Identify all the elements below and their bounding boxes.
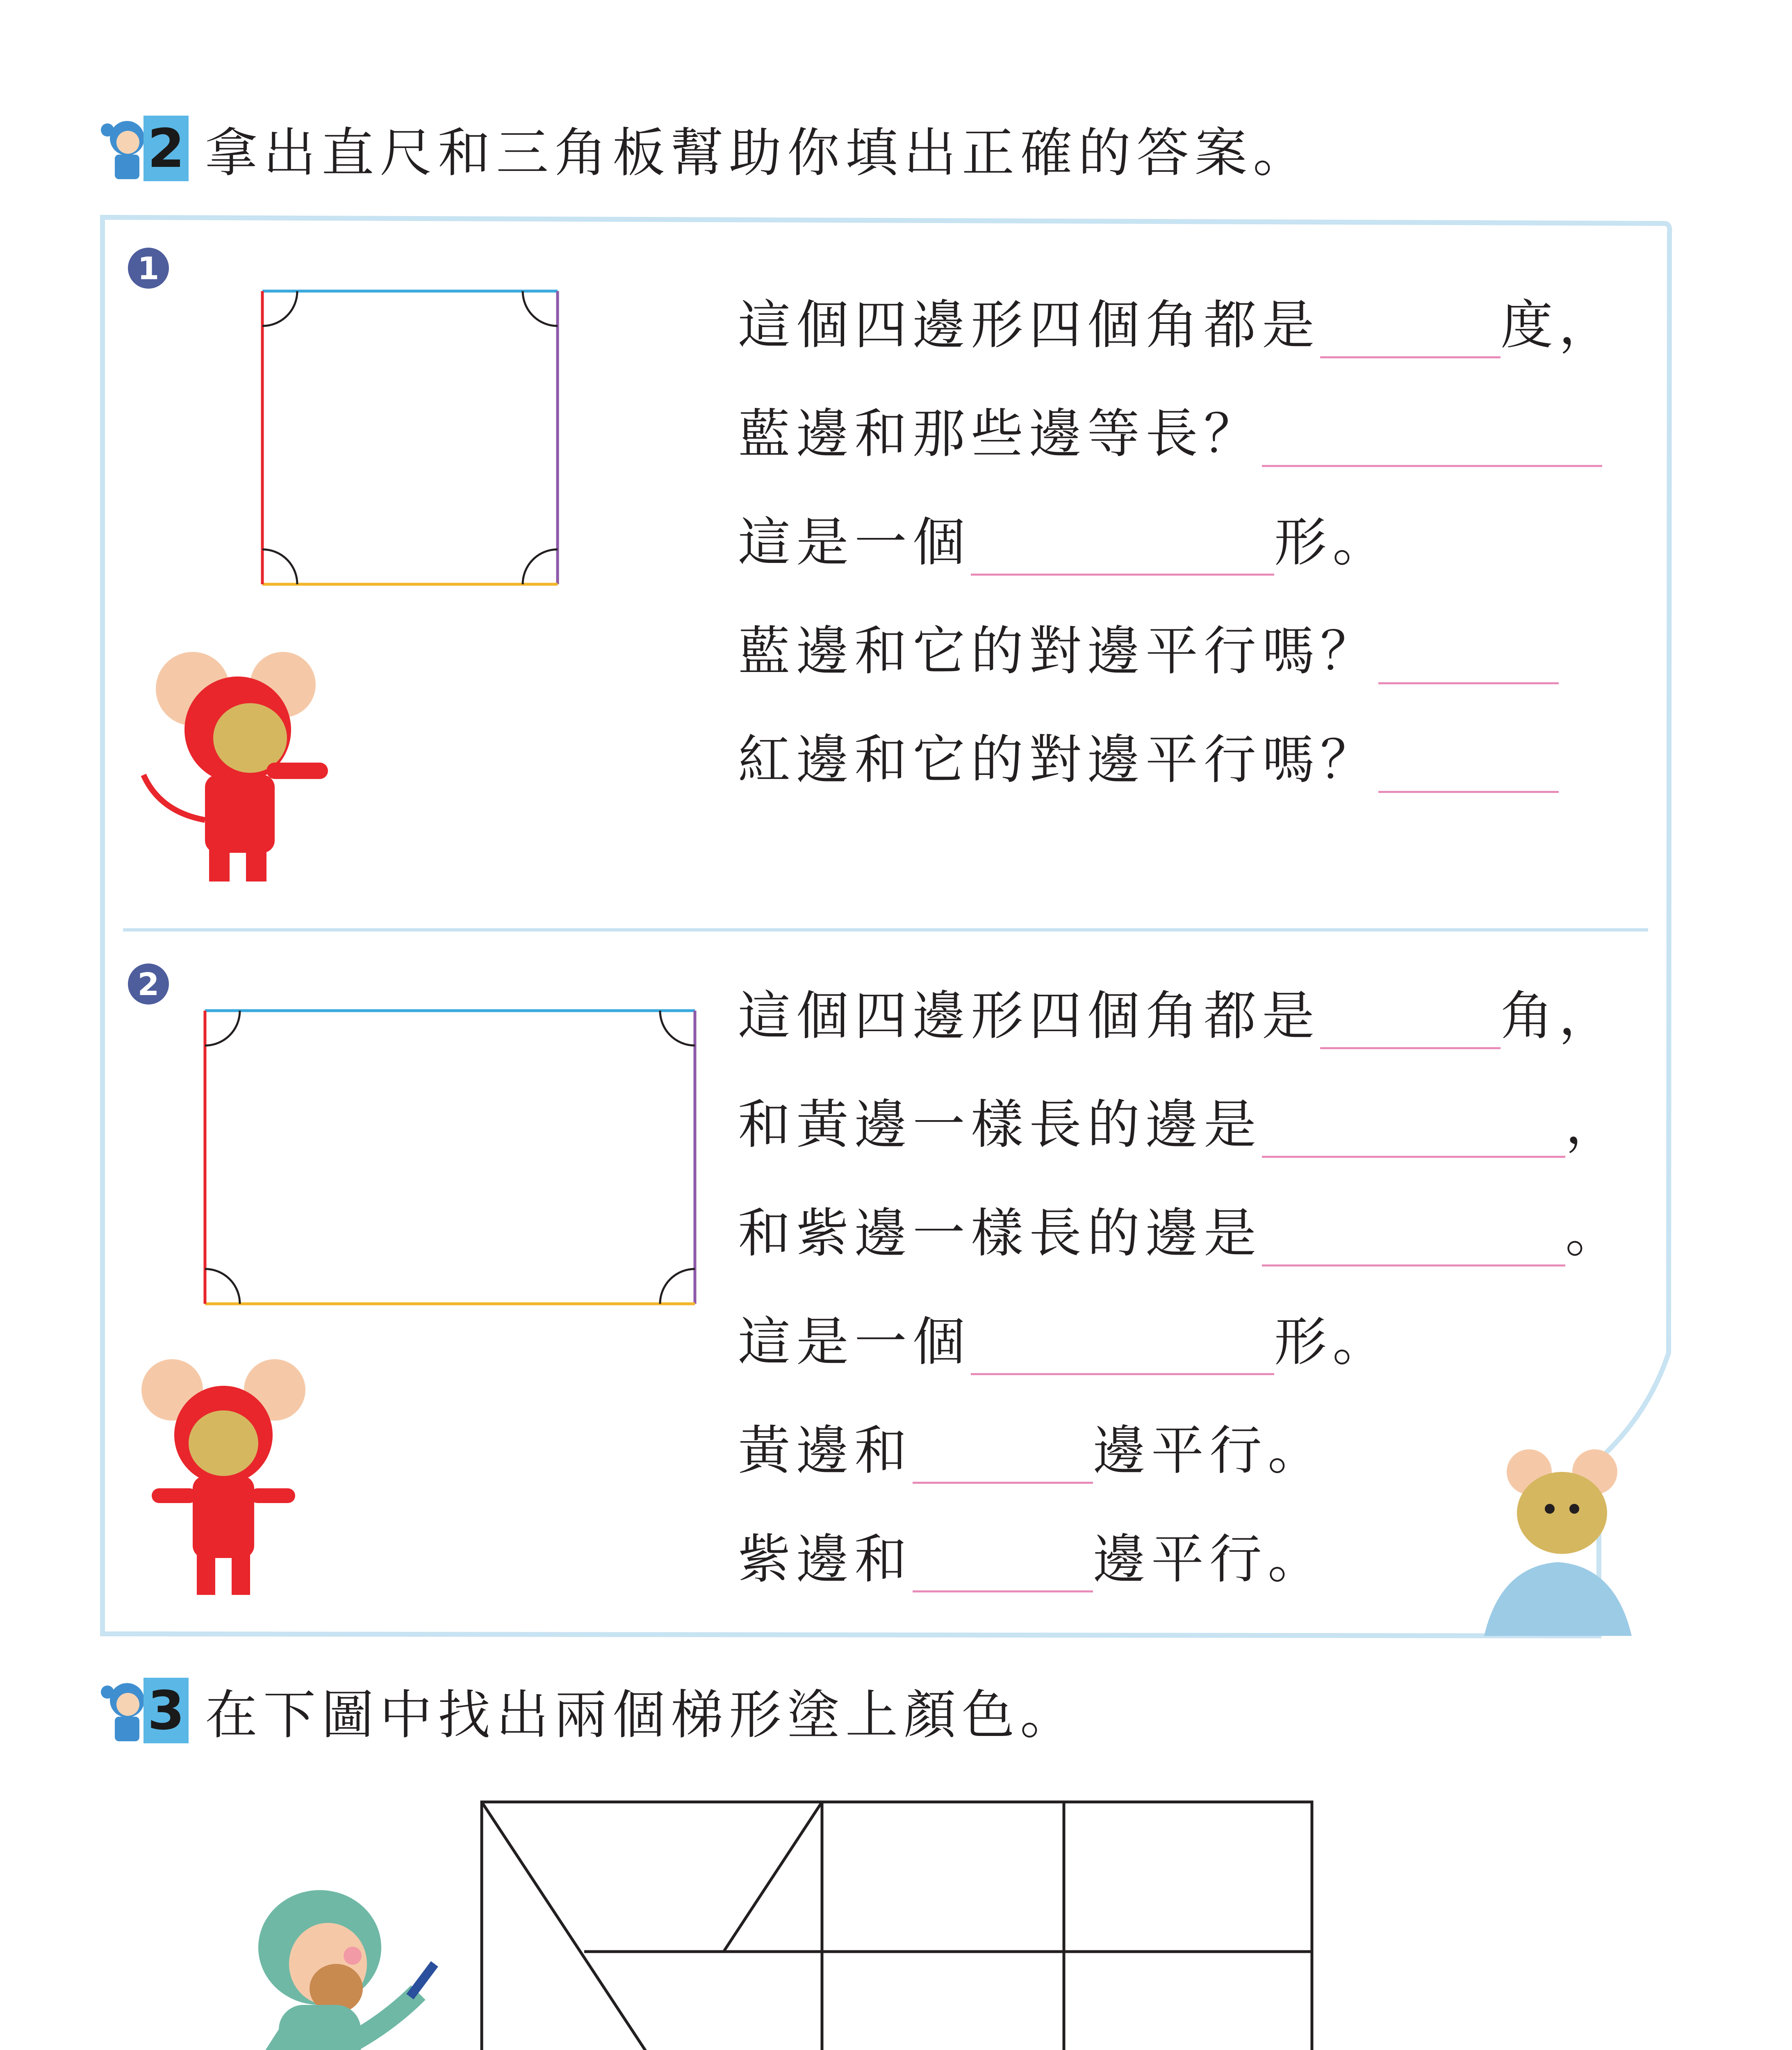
part-2-line-5: 黃邊和 邊平行。 xyxy=(738,1408,1326,1484)
answer-blank[interactable] xyxy=(1320,307,1501,358)
part-2-line-1: 這個四邊形四個角都是 角， xyxy=(738,974,1617,1049)
part-1-line-3: 這是一個 形。 xyxy=(738,500,1391,576)
question-3-header xyxy=(98,1673,1078,1748)
question-3-instruction: 在下圖中找出兩個梯形塗上顏色。 xyxy=(205,1685,1079,1746)
part-2-line-4: 這是一個 形。 xyxy=(738,1300,1391,1375)
answer-blank[interactable] xyxy=(1378,633,1559,684)
answer-blank[interactable] xyxy=(1262,1107,1565,1158)
part-2-line-6: 紫邊和 邊平行。 xyxy=(738,1517,1326,1592)
answer-blank[interactable] xyxy=(1262,1215,1565,1266)
part-1-line-1: 這個四邊形四個角都是 度， xyxy=(738,283,1617,358)
answer-blank[interactable] xyxy=(1262,416,1602,467)
question-number: 2 xyxy=(143,116,189,181)
diagonal-line xyxy=(482,1802,822,2050)
answer-blank[interactable] xyxy=(913,1433,1093,1484)
part-1-line-2: 藍邊和那些邊等長？ xyxy=(738,392,1602,467)
mouse-on-mound-illustration xyxy=(1484,1443,1632,1640)
part-1-line-4: 藍邊和它的對邊平行嗎？ xyxy=(738,609,1559,684)
answer-blank[interactable] xyxy=(1378,742,1559,793)
boy-with-pen-illustration xyxy=(197,1886,451,2050)
rectangle-figure xyxy=(201,1007,701,1310)
mascot-badge-icon xyxy=(98,1676,148,1745)
part-1-marker: 1 xyxy=(128,248,169,289)
answer-blank[interactable] xyxy=(971,524,1274,576)
answer-blank[interactable] xyxy=(1320,998,1501,1049)
question-2-instruction: 拿出直尺和三角板幫助你填出正確的答案。 xyxy=(205,123,1312,184)
part-2-marker: 2 xyxy=(128,963,169,1004)
answer-blank[interactable] xyxy=(971,1324,1274,1375)
answer-blank[interactable] xyxy=(913,1541,1093,1592)
question-number: 3 xyxy=(143,1678,189,1743)
red-mouse-pointing-illustration xyxy=(135,640,348,894)
red-mouse-arms-up-illustration xyxy=(135,1353,316,1607)
part-2-line-3: 和紫邊一樣長的邊是 。 xyxy=(738,1191,1624,1266)
trapezoid-puzzle-figure[interactable] xyxy=(476,1796,1320,2050)
square-figure xyxy=(258,287,562,590)
part-1-line-5: 紅邊和它的對邊平行嗎？ xyxy=(738,718,1559,793)
part-2-line-2: 和黃邊一樣長的邊是 ， xyxy=(738,1082,1624,1158)
